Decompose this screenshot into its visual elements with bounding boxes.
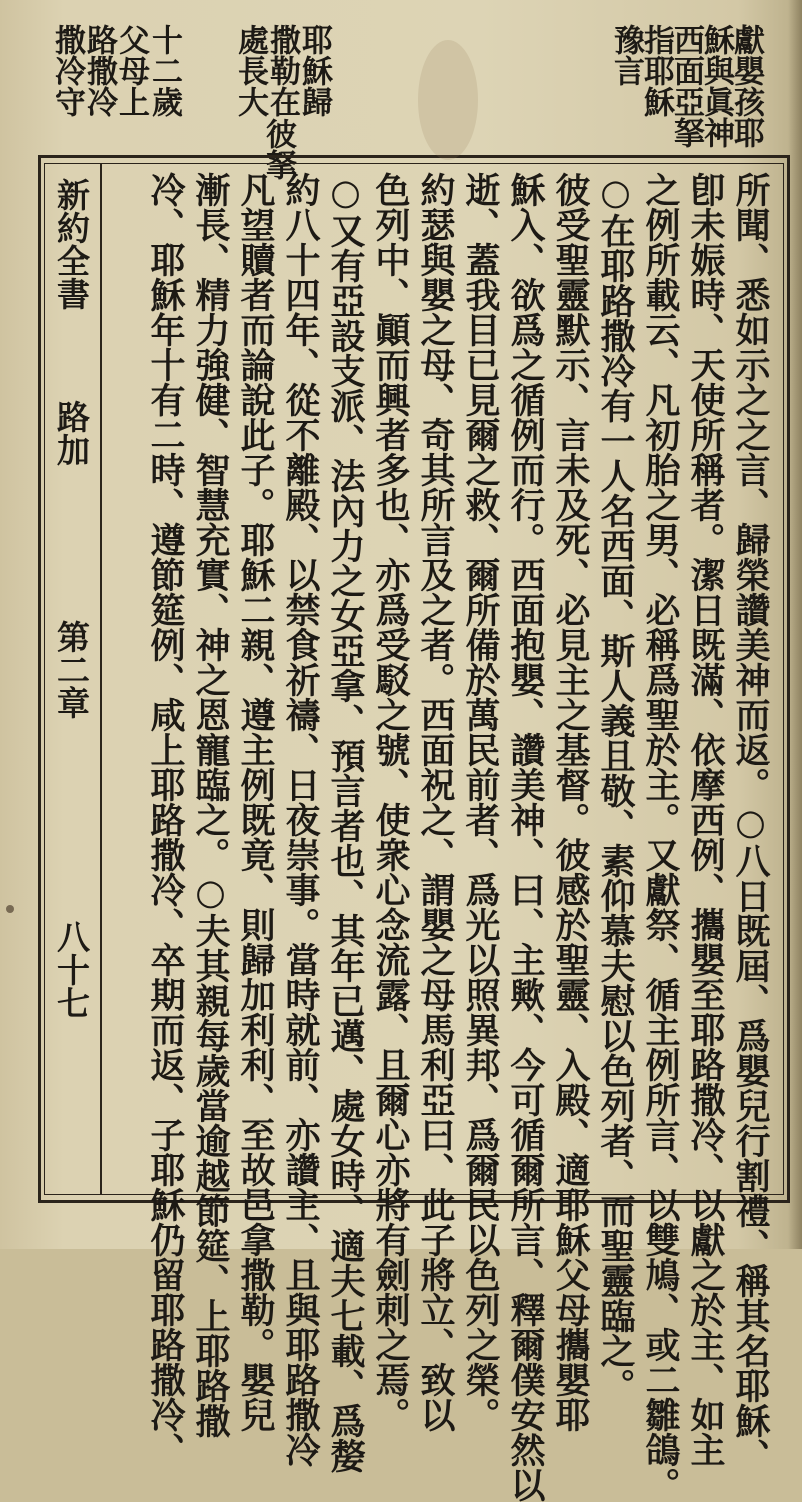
header-note-middle-col-3: 處長大 (232, 24, 268, 117)
book-title: 新約全書 (52, 178, 91, 310)
body-column-10: ○又有亞設支派、法內力之女亞拿、預言者也、其年已邁、處女時、適夫七載、爲嫠 (325, 172, 366, 1473)
header-note-middle-col-2: 撒勒在 (264, 24, 300, 117)
body-column-11: 約八十四年、從不離殿、以禁食祈禱、日夜崇事。當時就前、亦讚主、且與耶路撒冷 (280, 172, 321, 1467)
body-column-14: 冷、耶穌年十有二時、遵節筵例、咸上耶路撒冷、卒期而返、子耶穌仍留耶路撒冷、 (145, 172, 186, 1467)
body-column-2: 卽未娠時、天使所稱者。潔日既滿、依摩西例、攜嬰至耶路撒冷、以獻之於主、如主 (685, 172, 726, 1467)
header-note-left-col-3: 路撒冷 (81, 24, 117, 117)
header-note-right-col-1: 獻嬰孩耶 (728, 24, 764, 148)
header-note-middle-col-4: 彼拏 (260, 118, 296, 180)
header-note-right-col-3: 西面亞拏 (668, 24, 704, 148)
body-column-9: 色列中、顚而興者多也、亦爲受駁之號、使衆心念流露、且爾心亦將有劍刺之焉。 (370, 172, 411, 1432)
header-note-left-col-2: 父母上 (113, 24, 149, 117)
body-column-12: 凡望贖者而論說此子。耶穌二親、遵主例既竟、則歸加利利、至故邑拿撒勒。嬰兒 (235, 172, 276, 1432)
body-column-3: 之例所載云、凡初胎之男、必稱爲聖於主。又獻祭、循主例所言、以雙鳩、或二雛鴿。 (640, 172, 681, 1502)
body-column-1: 所聞、悉如示之之言、歸榮讚美神而返。○八日既屆、爲嬰兒行割禮、稱其名耶穌、 (730, 172, 771, 1473)
page-number: 八十七 (52, 920, 91, 1019)
chapter-label: 第二章 (52, 620, 91, 719)
paper-stain (418, 40, 478, 160)
page-edge-shadow (788, 0, 802, 1249)
body-column-7: 逝、蓋我目已見爾之救、爾所備於萬民前者、爲光以照異邦、爲爾民以色列之榮。 (460, 172, 501, 1432)
body-column-4: ○在耶路撒冷有一人名西面、斯人義且敬、素仰慕夫慰以色列者、而聖靈臨之。 (595, 172, 636, 1403)
header-note-right-col-2: 穌與眞神 (698, 24, 734, 148)
body-column-13: 漸長、精力強健、智慧充實、神之恩寵臨之。○夫其親每歲當逾越節筵、上耶路撒 (190, 172, 231, 1438)
book-name: 路加 (52, 400, 91, 466)
header-note-right-col-4: 指耶穌 (638, 24, 674, 117)
body-column-6: 穌入、欲爲之循例而行。西面抱嬰、讚美神、曰、主歟、今可循爾所言、釋爾僕安然以 (505, 172, 546, 1502)
paper-spot (6, 905, 14, 913)
header-note-left-col-4: 撒冷守 (49, 24, 85, 117)
header-note-left-col-1: 十二歲 (146, 24, 182, 117)
header-note-right-col-5: 豫言 (608, 24, 644, 86)
body-column-5: 彼受聖靈默示、言未及死、必見主之基督。彼感於聖靈、入殿、適耶穌父母攜嬰耶 (550, 172, 591, 1432)
body-column-8: 約瑟與嬰之母、奇其所言及之者。西面祝之、謂嬰之母馬利亞曰、此子將立、致以 (415, 172, 456, 1432)
margin-divider-line (100, 163, 102, 1195)
header-note-middle-col-1: 耶穌歸 (296, 24, 332, 117)
